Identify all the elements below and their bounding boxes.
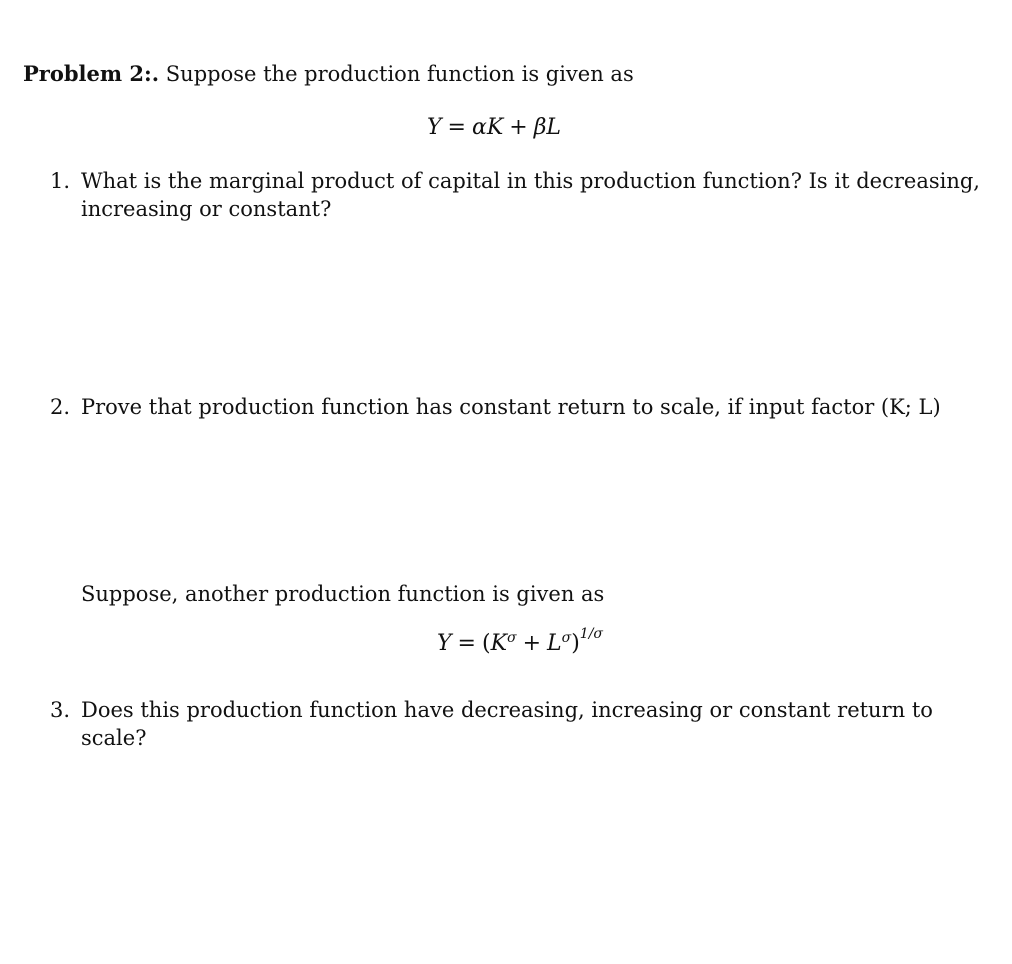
eq2-plus: + (522, 631, 542, 656)
question-3-number: 3. (50, 698, 71, 722)
equation-linear-production (0, 114, 1000, 142)
problem-label: Problem 2:. (23, 61, 160, 86)
question-2-text: Prove that production function has constant return to scale, if input factor (K; L) (81, 395, 941, 419)
eq2-y: Y (437, 631, 452, 656)
eq2-sigma-l: σ (561, 630, 572, 646)
eq1-beta: β (533, 115, 547, 140)
eq2-equals: = (457, 631, 476, 656)
equation-ces-production (14, 626, 1012, 658)
problem-intro: Suppose the production function is given as (165, 62, 634, 86)
second-function-intro: Suppose, another production function is given as (81, 582, 605, 606)
question-3-text: Does this production function have decreasing, increasing or constant return to scale? (81, 698, 933, 750)
eq2-l: L (547, 631, 562, 656)
eq2-open-paren: ( (481, 631, 491, 656)
question-2-number: 2. (50, 395, 71, 419)
question-1-number: 1. (50, 169, 71, 193)
eq1-l: L (546, 115, 562, 140)
problem-heading (23, 60, 634, 88)
question-1-text: What is the marginal product of capital in this production function? Is it decreasing, increasing or constant? (81, 169, 980, 221)
eq1-alpha: α (471, 115, 487, 140)
eq1-equals: = (447, 115, 466, 140)
eq2-close-paren: ) (571, 631, 580, 656)
eq1-y: Y (426, 115, 442, 140)
eq1-plus: + (509, 115, 528, 140)
eq2-k: K (490, 631, 508, 656)
eq2-sigma-k: σ (507, 630, 517, 646)
eq2-exponent: 1/σ (579, 626, 603, 642)
eq1-k: K (486, 115, 504, 140)
